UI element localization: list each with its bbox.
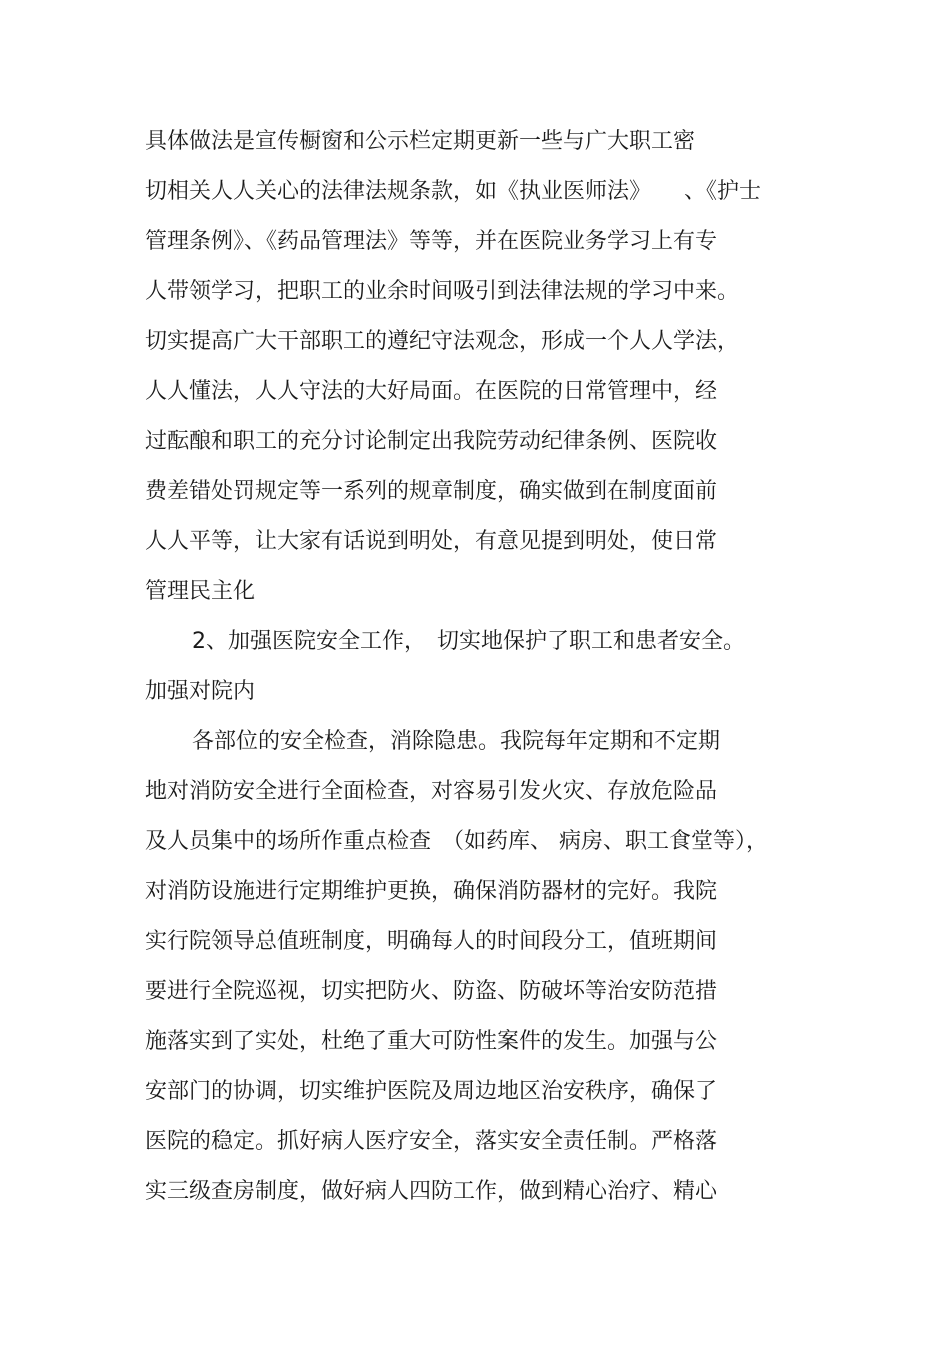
text-line: 具体做法是宣传橱窗和公示栏定期更新一些与广大职工密 <box>145 129 696 154</box>
text-line: 对消防设施进行定期维护更换，确保消防器材的完好。我院 <box>145 879 718 904</box>
text-line: 地对消防安全进行全面检查，对容易引发火灾、存放危险品 <box>145 779 718 804</box>
text-line: 管理条例》、《药品管理法》等等，并在医院业务学习上有专 <box>145 229 718 254</box>
text-line: 加强对院内 <box>145 679 256 704</box>
text-line: 要进行全院巡视，切实把防火、防盗、防破坏等治安防范措 <box>145 979 718 1004</box>
paragraph-start-line: 各部位的安全检查，消除隐患。我院每年定期和不定期 <box>192 729 721 754</box>
text-line: 人带领学习，把职工的业余时间吸引到法律法规的学习中来。 <box>145 279 740 304</box>
text-line: 过酝酿和职工的充分讨论制定出我院劳动纪律条例、医院收 <box>145 429 718 454</box>
text-line: 切实提高广大干部职工的遵纪守法观念，形成一个人人学法， <box>145 329 740 354</box>
section-heading-line: 2、加强医院安全工作， 切实地保护了职工和患者安全。 <box>192 629 745 654</box>
text-line: 安部门的协调，切实维护医院及周边地区治安秩序，确保了 <box>145 1079 718 1104</box>
text-line: 人人平等，让大家有话说到明处，有意见提到明处，使日常 <box>145 529 718 554</box>
text-line: 及人员集中的场所作重点检查 （如药库、 病房、职工食堂等）， <box>145 829 768 854</box>
text-line: 施落实到了实处，杜绝了重大可防性案件的发生。加强与公 <box>145 1029 718 1054</box>
text-line: 切相关人人关心的法律法规条款，如《执业医师法》 、《护士 <box>145 179 762 204</box>
text-line: 实行院领导总值班制度，明确每人的时间段分工，值班期间 <box>145 929 718 954</box>
text-line: 人人懂法，人人守法的大好局面。在医院的日常管理中，经 <box>145 379 718 404</box>
text-line: 管理民主化 <box>145 579 256 604</box>
text-line: 医院的稳定。抓好病人医疗安全，落实安全责任制。严格落 <box>145 1129 718 1154</box>
text-line: 费差错处罚规定等一系列的规章制度，确实做到在制度面前 <box>145 479 718 504</box>
text-line: 实三级查房制度，做好病人四防工作，做到精心治疗、精心 <box>145 1179 718 1204</box>
